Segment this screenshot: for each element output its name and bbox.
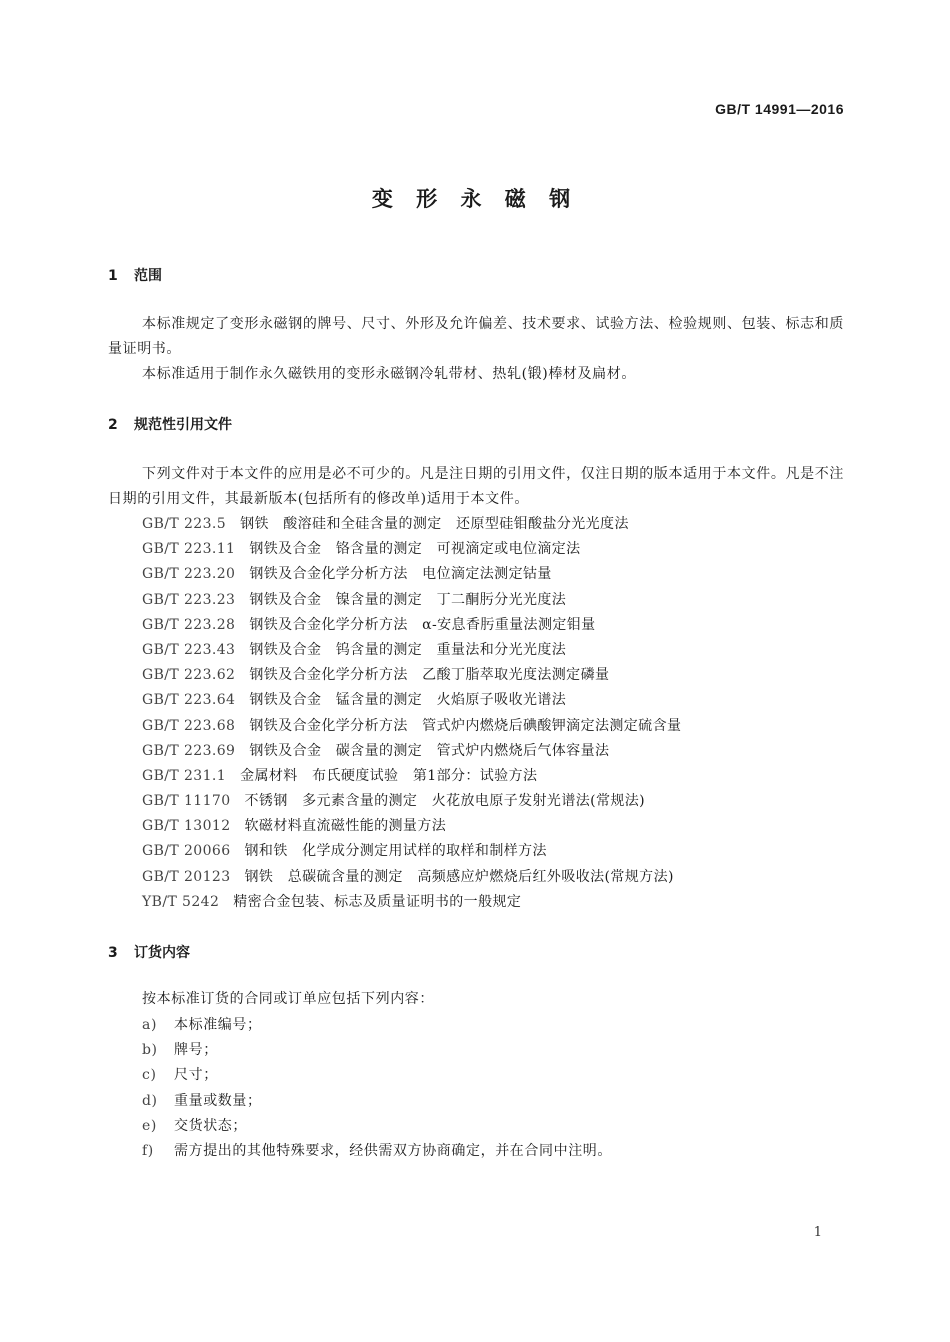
scope-paragraph-1: 本标准规定了变形永磁钢的牌号、尺寸、外形及允许偏差、技术要求、试验方法、检验规则、包装、标志和质量证明书。 [108, 316, 844, 357]
list-item [142, 562, 681, 587]
reference-title: 软磁材料直流磁性能的测量方法 [244, 818, 447, 835]
item-marker: e) [142, 1117, 157, 1134]
section-title: 规范性引用文件 [134, 417, 232, 433]
reference-code: GB/T 223.64 [142, 692, 236, 709]
list-item [142, 739, 681, 764]
item-marker: d) [142, 1092, 158, 1109]
reference-code: GB/T 223.68 [142, 717, 236, 734]
reference-title: 钢铁及合金化学分析方法 电位滴定法测定钴量 [249, 566, 552, 583]
reference-code: GB/T 13012 [142, 818, 231, 835]
item-text: 本标准编号； [174, 1017, 262, 1033]
reference-title: 钢铁及合金 铬含量的测定 可视滴定或电位滴定法 [249, 541, 581, 558]
reference-title: 钢铁及合金化学分析方法 管式炉内燃烧后碘酸钾滴定法测定硫含量 [249, 717, 682, 734]
section-heading-scope [108, 265, 162, 285]
reference-title: 不锈钢 多元素含量的测定 火花放电原子发射光谱法(常规法) [244, 793, 646, 810]
list-item [142, 865, 681, 890]
item-text: 交货状态； [174, 1117, 247, 1134]
ordering-intro: 按本标准订货的合同或订单应包括下列内容： [142, 991, 434, 1007]
list-item [142, 814, 681, 839]
reference-title: 钢铁 酸溶硅和全硅含量的测定 还原型硅钼酸盐分光光度法 [240, 516, 629, 532]
section-number: 1 [108, 268, 118, 284]
reference-title: 钢铁及合金 碳含量的测定 管式炉内燃烧后气体容量法 [249, 742, 610, 759]
list-item [142, 890, 681, 915]
list-item [142, 1089, 612, 1114]
item-text: 牌号； [174, 1042, 218, 1059]
list-item [142, 537, 681, 562]
section-heading-normative [108, 414, 232, 434]
list-item [142, 1038, 612, 1063]
item-marker: f) [142, 1142, 154, 1159]
list-item [142, 1139, 612, 1164]
reference-title: 精密合金包装、标志及质量证明书的一般规定 [233, 893, 522, 910]
reference-title: 钢铁及合金 钨含量的测定 重量法和分光光度法 [249, 641, 567, 658]
reference-title: 钢铁 总碳硫含量的测定 高频感应炉燃烧后红外吸收法(常规方法) [244, 868, 674, 885]
reference-code: GB/T 223.23 [142, 591, 236, 608]
section-title: 范围 [134, 268, 162, 284]
list-item [142, 1114, 612, 1139]
section-title: 订货内容 [134, 945, 190, 961]
reference-code: GB/T 223.43 [142, 641, 236, 658]
reference-code: GB/T 223.11 [142, 541, 236, 558]
list-item [142, 613, 681, 638]
section-number: 3 [108, 945, 118, 961]
list-item [142, 638, 681, 663]
reference-code: GB/T 223.62 [142, 667, 236, 684]
scope-paragraph-2: 本标准适用于制作永久磁铁用的变形永磁钢冷轧带材、热轧(锻)棒材及扁材。 [142, 366, 636, 382]
item-text: 需方提出的其他特殊要求，经供需双方协商确定，并在合同中注明。 [174, 1142, 612, 1159]
reference-code: GB/T 20123 [142, 868, 231, 885]
item-marker: a) [142, 1017, 158, 1033]
reference-code: GB/T 20066 [142, 843, 231, 860]
reference-title: 钢铁及合金化学分析方法 乙酸丁脂萃取光度法测定磷量 [249, 667, 610, 684]
list-item [142, 764, 681, 789]
list-item [142, 1063, 612, 1088]
reference-code: GB/T 223.28 [142, 616, 236, 633]
reference-title: 钢和铁 化学成分测定用试样的取样和制样方法 [244, 843, 547, 860]
section-number: 2 [108, 417, 118, 433]
list-item [142, 1013, 612, 1038]
reference-code: GB/T 223.69 [142, 742, 236, 759]
normative-intro: 下列文件对于本文件的应用是必不可少的。凡是注日期的引用文件，仅注日期的版本适用于本文件。凡是不注日期的引用文件，其最新版本(包括所有的修改单)适用于本文件。 [108, 466, 844, 507]
list-item [142, 839, 681, 864]
item-marker: c) [142, 1067, 157, 1084]
reference-title: 钢铁及合金 锰含量的测定 火焰原子吸收光谱法 [249, 692, 567, 709]
reference-title: 钢铁及合金 镍含量的测定 丁二酮肟分光光度法 [249, 591, 567, 608]
reference-code: GB/T 11170 [142, 793, 231, 810]
list-item [142, 588, 681, 613]
reference-code: GB/T 223.20 [142, 566, 236, 583]
reference-list [142, 512, 681, 915]
reference-code: YB/T 5242 [142, 893, 220, 910]
list-item [142, 789, 681, 814]
reference-code: GB/T 231.1 [142, 767, 227, 784]
document-title: 变 形 永 磁 钢 [371, 187, 579, 211]
ordering-list [142, 1013, 612, 1164]
section-heading-ordering [108, 942, 190, 962]
item-marker: b) [142, 1042, 158, 1059]
list-item [142, 688, 681, 713]
list-item [142, 714, 681, 739]
page-number: 1 [813, 1225, 822, 1240]
item-text: 尺寸； [174, 1067, 218, 1084]
reference-title: 金属材料 布氏硬度试验 第1部分：试验方法 [240, 767, 538, 784]
list-item [142, 663, 681, 688]
item-text: 重量或数量； [174, 1092, 262, 1109]
standard-code: GB/T 14991—2016 [715, 101, 844, 117]
reference-code: GB/T 223.5 [142, 516, 227, 532]
reference-title: 钢铁及合金化学分析方法 α-安息香肟重量法测定钼量 [249, 616, 596, 633]
list-item [142, 512, 681, 537]
